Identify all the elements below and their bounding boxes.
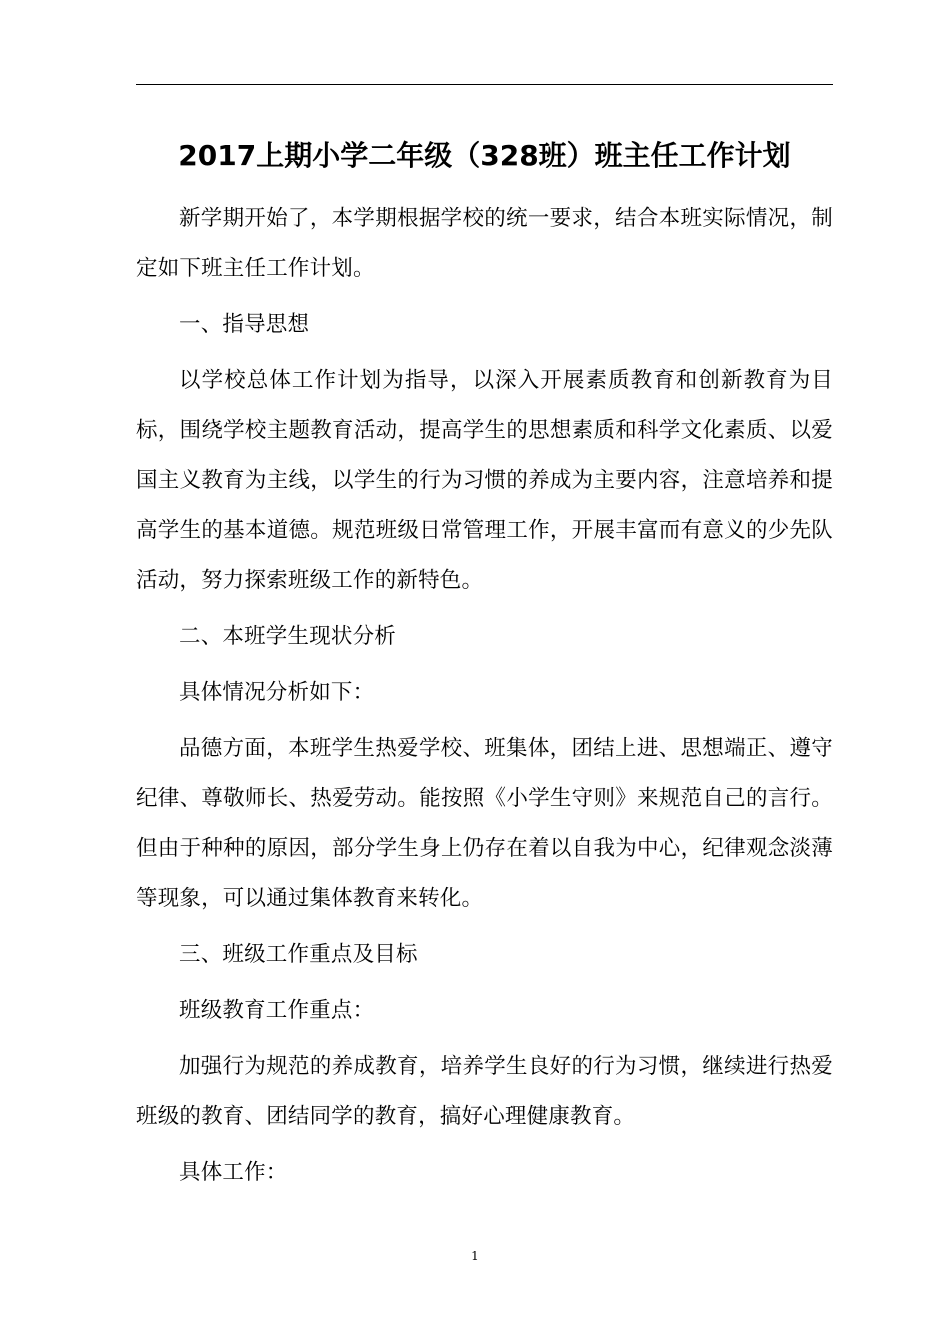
analysis-intro-paragraph: 具体情况分析如下：: [179, 680, 375, 705]
moral-aspect-paragraph: 品德方面，本班学生热爱学校、班集体，团结上进、思想端正、遵守纪律、尊敬师长、热爱劳动。能按照《小学生守则》来规范自己的言行。但由于种种的原因，部分学生身上仍存在着以自我为中心，纪律观念淡薄等现象，可以通过集体教育来转化。: [136, 736, 833, 911]
intro-paragraph: 新学期开始了，本学期根据学校的统一要求，结合本班实际情况，制定如下班主任工作计划。: [136, 206, 833, 281]
section-heading-class-analysis: 二、本班学生现状分析: [179, 624, 397, 649]
page-number: 1: [471, 1249, 479, 1263]
header-rule: [136, 84, 833, 85]
document-body: [136, 194, 833, 1198]
document-title: 2017上期小学二年级（328班）班主任工作计划: [178, 139, 791, 172]
section-heading-focus-goals: 三、班级工作重点及目标: [179, 942, 418, 967]
section-heading-guiding-ideology: 一、指导思想: [179, 312, 310, 337]
education-focus-label: 班级教育工作重点：: [179, 998, 375, 1023]
education-focus-paragraph: 加强行为规范的养成教育，培养学生良好的行为习惯，继续进行热爱班级的教育、团结同学的教育，搞好心理健康教育。: [136, 1054, 833, 1129]
specific-work-label: 具体工作：: [179, 1160, 288, 1185]
guiding-ideology-paragraph: 以学校总体工作计划为指导，以深入开展素质教育和创新教育为目标，围绕学校主题教育活动，提高学生的思想素质和科学文化素质、以爱国主义教育为主线，以学生的行为习惯的养成为主要内容，注意培养和提高学生的基本道德。规范班级日常管理工作，开展丰富而有意义的少先队活动，努力探索班级工作的新特色。: [136, 368, 833, 593]
